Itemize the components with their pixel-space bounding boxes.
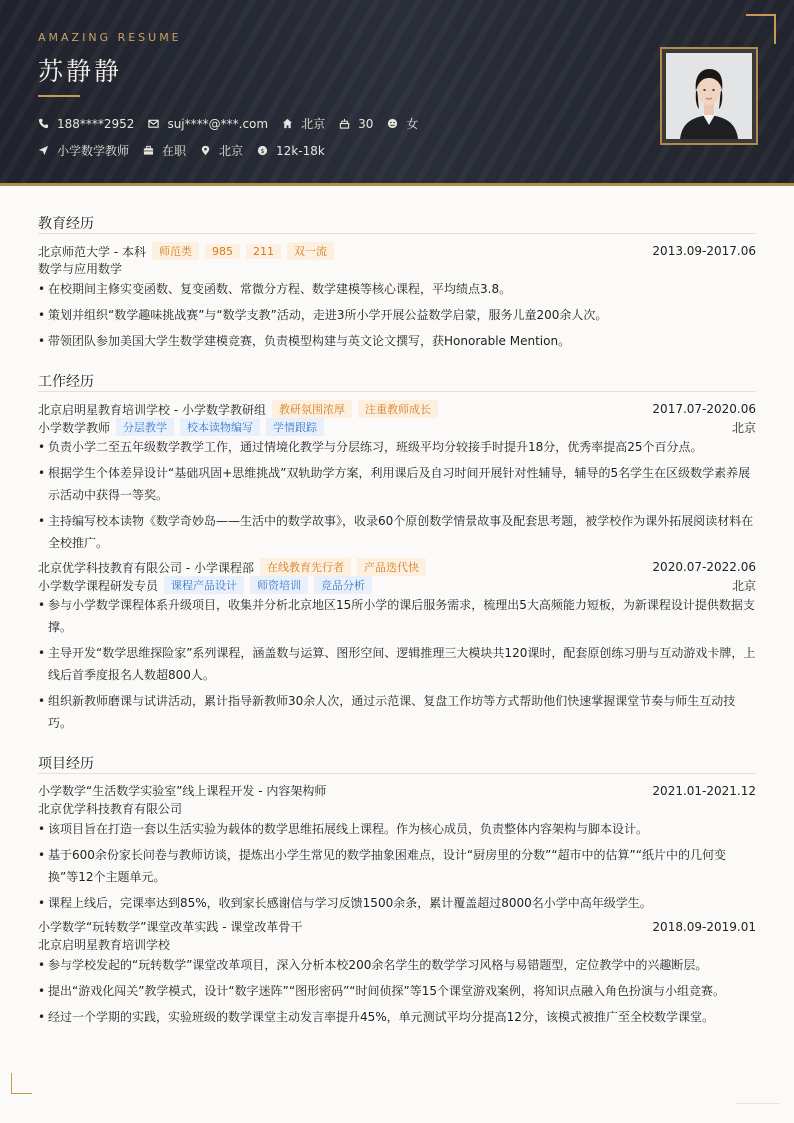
send-icon bbox=[38, 145, 49, 156]
home-icon bbox=[282, 118, 293, 129]
city-item bbox=[282, 115, 325, 132]
age-text: 30 bbox=[358, 116, 374, 131]
project-dates: 2018.09-2019.01 bbox=[652, 919, 756, 934]
job-header-row bbox=[38, 558, 756, 576]
section-divider bbox=[38, 773, 756, 774]
project-bullet: • 课程上线后，完课率达到85%，收到家长感谢信与学习反馈1500余条，累计覆盖超过8000名小学中高年级学生。 bbox=[38, 892, 756, 914]
company-tag: 在线教育先行者 bbox=[260, 558, 351, 576]
job-bullet: • 主持编写校本读物《数学奇妙岛——生活中的数学故事》，收录60个原创数学情景故事及配套思考题，被学校作为课外拓展阅读材料在全校推广。 bbox=[38, 510, 756, 554]
project-name: 小学数学“生活数学实验室”线上课程开发 - 内容架构师 bbox=[38, 784, 327, 798]
job-role-row bbox=[38, 418, 756, 436]
corner-decoration bbox=[736, 1103, 780, 1104]
role-tag: 校本读物编写 bbox=[180, 418, 260, 436]
projects-section-title: 项目经历 bbox=[38, 756, 94, 772]
company-name: 北京启明星教育培训学校 - 小学数学教研组 bbox=[38, 402, 266, 417]
job-bullet: • 主导开发“数学思维探险家”系列课程，涵盖数与运算、图形空间、逻辑推理三大模块共120课时，配套原创练习册与互动游戏卡牌，上线后首季度报名人数超800人。 bbox=[38, 642, 756, 686]
job-dates: 2020.07-2022.06 bbox=[652, 560, 756, 574]
phone-icon bbox=[38, 118, 49, 129]
gender-item bbox=[387, 115, 418, 132]
project-bullet: • 参与学校发起的“玩转数学”课堂改革项目，深入分析本校200余名学生的数学学习风格与易错题型，定位教学中的兴趣断层。 bbox=[38, 954, 756, 976]
gender-text: 女 bbox=[406, 117, 419, 131]
school-tag: 211 bbox=[246, 244, 281, 259]
education-dates: 2013.09-2017.06 bbox=[652, 244, 756, 258]
age-item bbox=[339, 117, 373, 131]
school-name: 北京师范大学 - 本科 bbox=[38, 244, 146, 259]
project-bullet: • 经过一个学期的实践，实验班级的数学课堂主动发言率提升45%，单元测试平均分提高12分，该模式被推广至全校数学课堂。 bbox=[38, 1006, 756, 1028]
work-section-title: 工作经历 bbox=[38, 374, 94, 390]
section-divider bbox=[38, 391, 756, 392]
role-tag: 课程产品设计 bbox=[164, 576, 244, 594]
location-icon bbox=[200, 145, 211, 156]
project-bullet: • 基于600余份家长问卷与教师访谈，提炼出小学生常见的数学抽象困难点，设计“厨房里的分数”“超市中的估算”“纸片中的几何变换”等12个主题单元。 bbox=[38, 844, 756, 888]
job-bullet: • 组织新教师磨课与试讲活动，累计指导新教师30余人次，通过示范课、复盘工作坊等方式帮助他们快速掌握课堂节奏与师生互动技巧。 bbox=[38, 690, 756, 734]
target-city-item bbox=[200, 142, 243, 159]
role-tag: 分层教学 bbox=[116, 418, 174, 436]
job-role: 小学数学课程研发专员 bbox=[38, 578, 159, 593]
section-divider bbox=[38, 233, 756, 234]
candidate-name: 苏静静 bbox=[38, 57, 123, 86]
phone-item bbox=[38, 117, 134, 131]
project-bullet: • 该项目旨在打造一套以生活实验为载体的数学思维拓展线上课程。作为核心成员，负责整体内容架构与脚本设计。 bbox=[38, 818, 756, 840]
gender-icon bbox=[387, 118, 398, 129]
profile-photo bbox=[666, 53, 752, 139]
project-org-row bbox=[38, 800, 756, 817]
target-city-text: 北京 bbox=[219, 144, 244, 158]
svg-text:$: $ bbox=[260, 146, 265, 155]
company-name: 北京优学科技教育有限公司 - 小学课程部 bbox=[38, 560, 254, 575]
project-header-row bbox=[38, 918, 756, 935]
job-dates: 2017.07-2020.06 bbox=[652, 402, 756, 416]
project-bullet: • 提出“游戏化闯关”教学模式，设计“数字迷阵”“图形密码”“时间侦探”等15个课堂游戏案例，将知识点融入角色扮演与小组竞赛。 bbox=[38, 980, 756, 1002]
job-bullet: • 负责小学二至五年级数学教学工作，通过情境化教学与分层练习，班级平均分较接手时提升18分，优秀率提高25个百分点。 bbox=[38, 436, 756, 458]
education-section-title: 教育经历 bbox=[38, 216, 94, 232]
job-location: 北京 bbox=[731, 420, 756, 435]
resume-header bbox=[0, 0, 794, 186]
tagline: AMAZING RESUME bbox=[38, 31, 182, 44]
name-underline bbox=[38, 95, 80, 97]
briefcase-icon bbox=[143, 145, 154, 156]
contact-row bbox=[38, 115, 432, 132]
status-item bbox=[143, 142, 186, 159]
company-tag: 产品迭代快 bbox=[357, 558, 426, 576]
job-intent-row bbox=[38, 142, 339, 159]
job-role: 小学数学教师 bbox=[38, 420, 111, 435]
job-role-row bbox=[38, 576, 756, 594]
cake-icon bbox=[339, 118, 350, 129]
status-text: 在职 bbox=[162, 144, 187, 158]
major-text: 数学与应用数学 bbox=[38, 262, 123, 276]
project-header-row bbox=[38, 782, 756, 799]
company-tag: 注重教师成长 bbox=[358, 400, 438, 418]
email-item bbox=[148, 117, 268, 131]
school-tag: 985 bbox=[205, 244, 240, 259]
school-tag: 师范类 bbox=[152, 242, 199, 260]
position-item bbox=[38, 142, 129, 159]
role-tag: 师资培训 bbox=[250, 576, 308, 594]
project-org: 北京启明星教育培训学校 bbox=[38, 938, 171, 952]
school-tag: 双一流 bbox=[287, 242, 334, 260]
project-org: 北京优学科技教育有限公司 bbox=[38, 802, 183, 816]
job-bullet: • 根据学生个体差异设计“基础巩固+思维挑战”双轨助学方案，利用课后及自习时间开展针对性辅导，辅导的5名学生在区级数学素养展示活动中获得一等奖。 bbox=[38, 462, 756, 506]
job-bullet: • 参与小学数学课程体系升级项目，收集并分析北京地区15所小学的课后服务需求，梳理出5大高频能力短板，为新课程设计提供数据支撑。 bbox=[38, 594, 756, 638]
major-row bbox=[38, 260, 756, 277]
profile-photo-frame bbox=[660, 47, 758, 145]
position-text: 小学数学教师 bbox=[57, 144, 130, 158]
company-tag: 教研氛围浓厚 bbox=[272, 400, 352, 418]
corner-decoration bbox=[11, 1073, 32, 1094]
money-icon bbox=[257, 145, 268, 156]
salary-item bbox=[257, 144, 325, 158]
job-header-row bbox=[38, 400, 756, 418]
city-text: 北京 bbox=[301, 117, 326, 131]
role-tag: 学情跟踪 bbox=[266, 418, 324, 436]
education-header-row bbox=[38, 242, 756, 260]
mail-icon bbox=[148, 118, 159, 129]
corner-decoration bbox=[746, 14, 776, 44]
role-tag: 竞品分析 bbox=[314, 576, 372, 594]
project-name: 小学数学“玩转数学”课堂改革实践 - 课堂改革骨干 bbox=[38, 920, 303, 934]
phone-text: 188****2952 bbox=[57, 116, 135, 131]
project-dates: 2021.01-2021.12 bbox=[652, 783, 756, 798]
project-org-row bbox=[38, 936, 756, 953]
education-bullet: • 策划并组织“数学趣味挑战赛”与“数学支教”活动，走进3所小学开展公益数学启蒙，服务儿童200余人次。 bbox=[38, 304, 756, 326]
salary-text: 12k-18k bbox=[276, 143, 325, 158]
education-bullet: • 带领团队参加美国大学生数学建模竞赛，负责模型构建与英文论文撰写，获Honorable Mention。 bbox=[38, 330, 756, 352]
job-location: 北京 bbox=[731, 578, 756, 593]
email-text: suj****@***.com bbox=[167, 116, 269, 131]
education-bullet: • 在校期间主修实变函数、复变函数、常微分方程、数学建模等核心课程，平均绩点3.8。 bbox=[38, 278, 756, 300]
